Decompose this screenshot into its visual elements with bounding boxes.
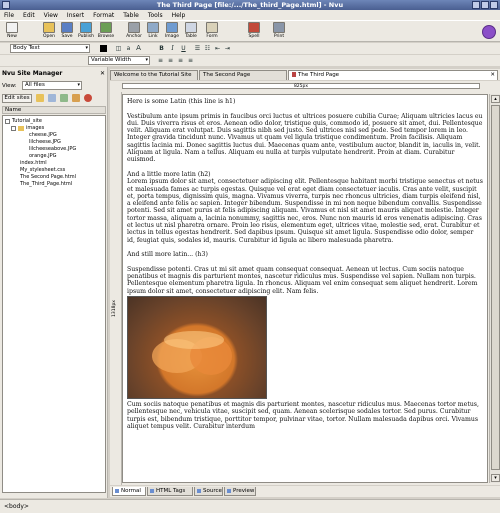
new-folder-icon[interactable] [36,94,44,102]
edit-mode-tabs [110,486,500,497]
tab-source[interactable] [194,487,223,496]
normal-mode-icon [115,489,119,493]
justify-icon[interactable]: ≡ [187,57,194,64]
status-tag[interactable]: <body> [4,503,29,510]
larger-text-icon[interactable]: A [136,44,141,52]
orange-highlight-shape [164,331,224,349]
vertical-ruler-label: 1318px [112,300,117,317]
tree-node-label: My_stylesheet.css [20,167,66,173]
form-icon [206,22,218,33]
heading-h2[interactable]: And a little more latin (h2) [127,170,211,178]
scroll-down-icon[interactable]: ▾ [491,474,500,482]
italic-icon[interactable]: I [171,45,174,52]
tab-third-page[interactable] [288,70,498,80]
menu-insert[interactable]: Insert [66,11,85,19]
ruler-width-label: 825px [122,83,480,89]
print-icon [273,22,285,33]
indent-icon[interactable]: ⇥ [224,45,231,52]
view-label: View: [2,83,17,89]
edit-sites-button[interactable]: Edit sites [2,94,32,103]
anchor-button[interactable]: Anchor [125,22,143,42]
delete-icon[interactable] [84,94,92,102]
mode-tab-label: Normal [121,488,141,494]
menu-table[interactable]: Table [123,11,139,19]
mode-tab-label: Source [203,488,222,494]
tree-node[interactable] [20,167,65,174]
main-toolbar [0,20,500,42]
font-select[interactable]: Variable Width ▾ [88,56,150,65]
tab-html-tags[interactable] [147,487,193,496]
mode-tab-label: HTML Tags [156,488,186,494]
underline-icon[interactable]: U [181,45,186,52]
tab-label: The Third Page [298,72,340,78]
tree-node[interactable] [29,153,57,160]
site-manager-title [2,69,106,79]
close-icon[interactable] [490,1,498,9]
smaller-text-icon[interactable]: a [126,45,131,52]
paragraph[interactable]: Vestibulum ante ipsum primis in faucibus orci luctus et ultrices posuere cubilia Curae; Aliquam ultricies lacus eu dui. Duis viverra risus et eros. Aenean odio dolor, tristique quis, commodo id, posuere sit amet, dui. Pellentesque velit. Aliquam erat volutpat. Duis sagittis nibh sed justo. Sed ultrices nisl sed pede. Sed tempor lorem in leo. Integer gravida tincidunt nunc. Vivamus ut quam vel ligula tristique condimentum. Proin facilisis. Aliquam sagittis lacinia mi. Donec sagittis luctus dui. Maecenas quam ante, vestibulum auctor, blandit in, iaculis in, velit. Aliquam at ligula. Nam a tellus. Aliquam eu nulla at turpis vulputate hendrerit. Proin at diam. Curabitur euismod. [127,112,483,164]
numbered-list-icon[interactable]: ☷ [204,45,211,52]
menu-file[interactable]: File [4,11,15,19]
tab-label: The Second Page [203,72,251,78]
tree-node[interactable] [29,132,57,139]
tree-node[interactable] [29,146,76,153]
print-button[interactable]: Print [270,22,288,42]
window-title: The Third Page [file:/.../The_third_Page.html] - Nvu [156,1,344,9]
bullet-list-icon[interactable]: ☰ [194,45,201,52]
name-column-header[interactable]: Name [2,106,106,114]
maximize-icon[interactable] [481,1,489,9]
align-left-icon[interactable]: ≡ [157,57,164,64]
tree-node[interactable] [20,174,76,181]
mode-tab-label: Preview [233,488,255,494]
scroll-up-icon[interactable]: ▴ [491,95,500,103]
tree-node-label: lilcheeseabove.JPG [29,146,77,152]
tab-label: Welcome to the Tutorial Site [114,72,192,78]
anchor-icon [128,22,140,33]
paragraph-style-select[interactable]: Body Text ▾ [10,44,90,53]
tree-node[interactable] [5,118,42,125]
menu-edit[interactable]: Edit [23,11,35,19]
tree-node-label: Tutorial_site [12,118,42,124]
save-icon [61,22,73,33]
menu-tools[interactable]: Tools [147,11,163,19]
site-manager-title-text: Nvu Site Manager [2,70,63,77]
browse-icon [100,22,112,33]
format-toolbar-1 [0,43,500,54]
browse-button[interactable]: Browse [97,22,115,42]
spell-button[interactable]: Spell [245,22,263,42]
refresh-icon[interactable] [60,94,68,102]
table-button[interactable]: Table [182,22,200,42]
table-icon [185,22,197,33]
tab-preview[interactable] [224,487,256,496]
vertical-scrollbar[interactable] [489,94,500,483]
bold-icon[interactable]: B [159,45,164,52]
publish-icon [80,22,92,33]
orange-photo[interactable] [127,296,267,399]
link-button[interactable]: Link [144,22,162,42]
tree-node[interactable] [29,139,61,146]
tab-second-page[interactable] [199,70,287,80]
tab-welcome[interactable] [110,70,198,80]
tree-node-label: images [26,125,45,131]
new-button[interactable]: New [3,22,21,42]
text-color-icon[interactable] [100,45,107,52]
expand-icon[interactable] [5,119,10,124]
site-file-tree [2,115,106,493]
tree-node[interactable] [20,181,72,188]
menu-format[interactable]: Format [93,11,115,19]
close-panel-icon[interactable]: ✕ [99,70,105,77]
paragraph[interactable]: Lorem ipsum dolor sit amet, consectetuer adipiscing elit. Pellentesque habitant morbi tristique senectus et netus et malesuada fames ac turpis egestas. Quisque vel erat eget diam consectetuer iaculis. Cras ante velit, suscipit et, porta tempus, dignissim quis, magna. Vivamus viverra, turpis nec rhoncus ultricies, diam turpis eleifend nisl, a eleifend ante felis ac sapien. Integer bibendum. Suspendisse in mi non neque bibendum convallis. Suspendisse potenti. Sed sit amet purus at felis adipiscing aliquam. Vivamus et nisl sit amet mauris aliquet molestie. Integer tortor massa, aliquam a, lacinia nonummy, sagittis nec, eros. Nunc non mauris id eros venenatis adipiscing. Cras et lectus ut nisl pharetra ornare. Proin leo risus, elementum eget, ultrices vitae, molestie sed, erat. Curabitur et lectus in tellus egestas hendrerit. Sed dapibus ipsum. Quisque sit amet ligula. Suspendisse odio dolor, semper id, feugiat quis, sodales id, mauris. Curabitur id ligula ac libero malesuada pharetra. [127,178,483,244]
title-bar [0,0,500,10]
window-controls [472,1,498,9]
nvu-logo-icon [482,25,496,39]
menu-view[interactable]: View [43,11,58,19]
tree-node[interactable] [11,125,44,132]
highlight-icon[interactable]: ◫ [115,45,122,52]
tree-node-label: lilcheese.JPG [29,139,61,145]
horizontal-ruler [110,81,500,92]
paragraph[interactable]: Suspendisse potenti. Cras ut mi sit amet quam consequat consequat. Aenean ut lectus. Cum sociis natoque penatibus et magnis dis parturient montes, nascetur ridiculus mus. Suspendisse vel sapien. Nullam non turpis. Pellentesque elementum pharetra ligula. In rhoncus. Aliquam vel enim consequat sem aliquet hendrerit. Lorem ipsum dolor sit amet, consectetuer adipiscing elit. Nam felis. [127,265,478,295]
tree-node-label: orange.JPG [29,153,57,159]
scrollbar-thumb[interactable] [491,105,500,470]
tree-node-label: cheese.JPG [29,132,57,138]
edit-file-icon[interactable] [48,94,56,102]
tree-node[interactable] [20,160,47,167]
vertical-ruler [110,92,122,485]
new-icon [6,22,18,33]
open-button[interactable]: Open [40,22,58,42]
save-button[interactable]: Save [58,22,76,42]
view-filter-select[interactable]: All files ▾ [22,81,82,90]
html-tags-icon [150,489,154,493]
outdent-icon[interactable]: ⇤ [214,45,221,52]
tree-node-label: The_Third_Page.html [20,181,73,187]
spell-icon [248,22,260,33]
tab-normal[interactable] [112,487,146,496]
menu-bar [0,10,500,20]
menu-help[interactable]: Help [171,11,186,19]
close-tab-icon[interactable]: ✕ [490,72,495,78]
link-icon [147,22,159,33]
editor-area [110,92,500,485]
heading-h3[interactable]: And still more latin... (h3) [127,251,208,259]
form-button[interactable]: Form [203,22,221,42]
document-icon [292,72,296,77]
rename-icon[interactable] [72,94,80,102]
status-bar [0,499,500,513]
align-right-icon[interactable]: ≡ [177,57,184,64]
image-icon [166,22,178,33]
window-menu-icon[interactable] [2,1,10,9]
tree-node-label: The Second Page.html [20,174,76,180]
minimize-icon[interactable] [472,1,480,9]
document-tabs [110,69,500,80]
site-manager-panel [0,67,108,498]
publish-button[interactable]: Publish [77,22,95,42]
paragraph[interactable]: Cum sociis natoque penatibus et magnis dis parturient montes, nascetur ridiculus mus. Maecenas tortor metus, pellentesque nec, vehicula vitae, suscipit sed, quam. Aenean scelerisque sodales tortor. Sed purus. Curabitur turpis est, bibendum tristique, porttitor tempor, pulvinar vitae, tortor. Nullam malesuada dapibus orci. Vivamus aliquet tempus velit. Curabitur interdum [127,401,479,430]
align-center-icon[interactable]: ≡ [167,57,174,64]
format-toolbar-2 [0,55,500,66]
preview-icon [227,489,231,493]
heading-h1[interactable]: Here is some Latin (this line is h1) [127,98,236,105]
source-icon [197,489,201,493]
open-icon [43,22,55,33]
tree-node-label: index.html [20,160,47,166]
view-filter-row [2,81,106,91]
document-page[interactable] [122,94,488,483]
expand-icon[interactable] [11,126,16,131]
image-button[interactable]: Image [163,22,181,42]
folder-icon [18,126,24,131]
